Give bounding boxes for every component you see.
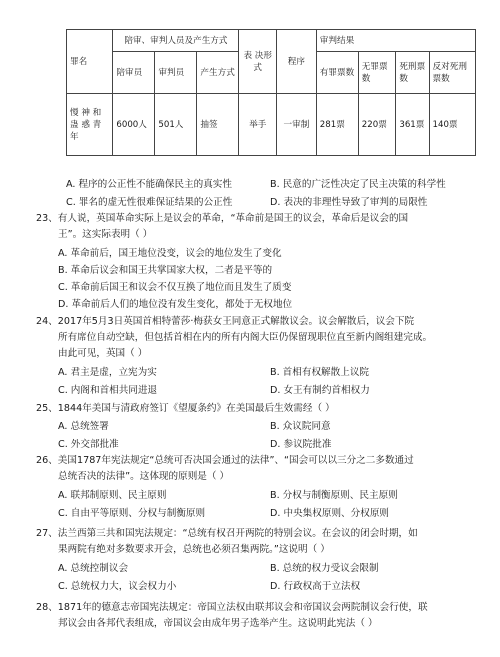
q23-stem-line-1: 23、有人说，英国革命实际上是议会的革命，“革命前是国王的议会，革命后是议会的国	[36, 213, 409, 224]
cell-procedure: 一审制	[277, 94, 317, 156]
q23-option-b: B. 革命后议会和国王共掌国家大权，二者是平等的	[58, 265, 273, 276]
q28-stem-line-2: 邦议会由各邦代表组成，帝国议会由成年男子选举产生。这说明此宪法（ ）	[58, 618, 378, 629]
q25-option-b: B. 众议院同意	[270, 421, 331, 432]
cell-method: 抽签	[197, 94, 239, 156]
cell-death: 361票	[396, 94, 429, 156]
q22-option-d: D. 表决的非理性导致了审判的局限性	[270, 197, 428, 208]
q23-option-a: A. 革命前后，国王地位没变，议会的地位发生了变化	[58, 248, 282, 259]
q25-option-a: A. 总统签署	[58, 421, 109, 432]
q26-option-d: D. 中央集权原则、分权原则	[270, 508, 390, 519]
q23-option-d: D. 革命前后人们的地位没有发生变化，都处于无权地位	[58, 299, 293, 310]
q27-stem-line-1: 27、法兰西第三共和国宪法规定：“总统有权召开两院的特别会议。在会议的闭会时期，如	[36, 528, 418, 539]
q28-stem-line-1: 28、1871年的德意志帝国宪法规定：帝国立法权由联邦议会和帝国议会两院制议会行使，联	[36, 602, 428, 613]
q24-option-a: A. 君主是虚，立宪为实	[58, 367, 157, 378]
header-method: 产生方式	[197, 52, 239, 94]
q26-option-a: A. 联邦制原则、民主原则	[58, 490, 167, 501]
q27-stem-line-2: 果两院有绝对多数要求开会，总统也必须召集两院。”这说明（ ）	[58, 544, 330, 555]
header-not-guilty: 无罪票数	[358, 52, 396, 94]
header-judges: 审判员	[155, 52, 197, 94]
q24-option-b: B. 首相有权解散上议院	[270, 367, 370, 378]
q24-stem-line-2: 所有席位自动空缺，但包括首相在内的所有内阁大臣仍保留现职位直至新内阁组建完成。	[58, 332, 433, 343]
q25-option-d: D. 参议院批准	[270, 439, 332, 450]
header-vote-form: 表 决形式	[239, 30, 277, 94]
cell-vote-form: 举手	[239, 94, 277, 156]
q22-option-a: A. 程序的公正性不能确保民主的真实性	[66, 179, 232, 190]
q22-option-c: C. 罪名的虚无性很难保证结果的公正性	[66, 197, 233, 208]
q27-option-c: C. 总统权力大，议会权力小	[58, 581, 177, 592]
cell-judges: 501人	[155, 94, 197, 156]
trial-table	[66, 29, 476, 156]
q25-option-c: C. 外交部批准	[58, 439, 119, 450]
q26-option-b: B. 分权与制衡原则、民主原则	[270, 490, 398, 501]
header-death: 死刑票数	[396, 52, 429, 94]
header-group-selection: 陪审、审判人员及产生方式	[113, 30, 239, 52]
cell-not-guilty: 220票	[358, 94, 396, 156]
header-guilty: 有罪票数	[316, 52, 358, 94]
header-verdict: 审判结果	[316, 30, 475, 52]
q24-stem-line-3: 由此可见，英国（ ）	[58, 348, 148, 359]
q24-stem-line-1: 24、2017年5月3日英国首相特蕾莎·梅获女王同意正式解散议会。议会解散后，议会下院	[36, 316, 415, 327]
header-against-death: 反对死刑票数	[429, 52, 475, 94]
cell-jurors: 6000人	[113, 94, 155, 156]
q23-option-c: C. 革命前后国王和议会不仅互换了地位而且发生了质变	[58, 282, 292, 293]
q27-option-d: D. 行政权高于立法权	[270, 581, 361, 592]
q23-stem-line-2: 王”。这实际表明（ ）	[58, 229, 153, 240]
q25-stem-line-1: 25、1844年美国与清政府签订《望厦条约》在美国最后生效需经（ ）	[36, 403, 335, 414]
q26-stem-line-1: 26、美国1787年宪法规定“总统可否决国会通过的法律”、“国会可以以三分之二多数通过	[36, 455, 414, 466]
q24-option-d: D. 女王有制约首相权力	[270, 385, 370, 396]
header-procedure: 程序	[277, 30, 317, 94]
cell-crime: 慢 神 和蛊 惑 青年	[67, 94, 113, 156]
header-crime: 罪名	[67, 30, 113, 94]
q22-option-b: B. 民意的广泛性决定了民主决策的科学性	[270, 179, 446, 190]
q27-option-a: A. 总统控制议会	[58, 563, 129, 574]
q27-option-b: B. 总统的权力受议会限制	[270, 563, 379, 574]
header-jurors: 陪审员	[113, 52, 155, 94]
q24-option-c: C. 内阁和首相共同进退	[58, 385, 158, 396]
cell-guilty: 281票	[316, 94, 358, 156]
cell-against-death: 140票	[429, 94, 475, 156]
q26-stem-line-2: 总统否决的法律”。这体现的原则是（ ）	[58, 471, 230, 482]
q26-option-c: C. 自由平等原则、分权与制衡原则	[58, 508, 206, 519]
